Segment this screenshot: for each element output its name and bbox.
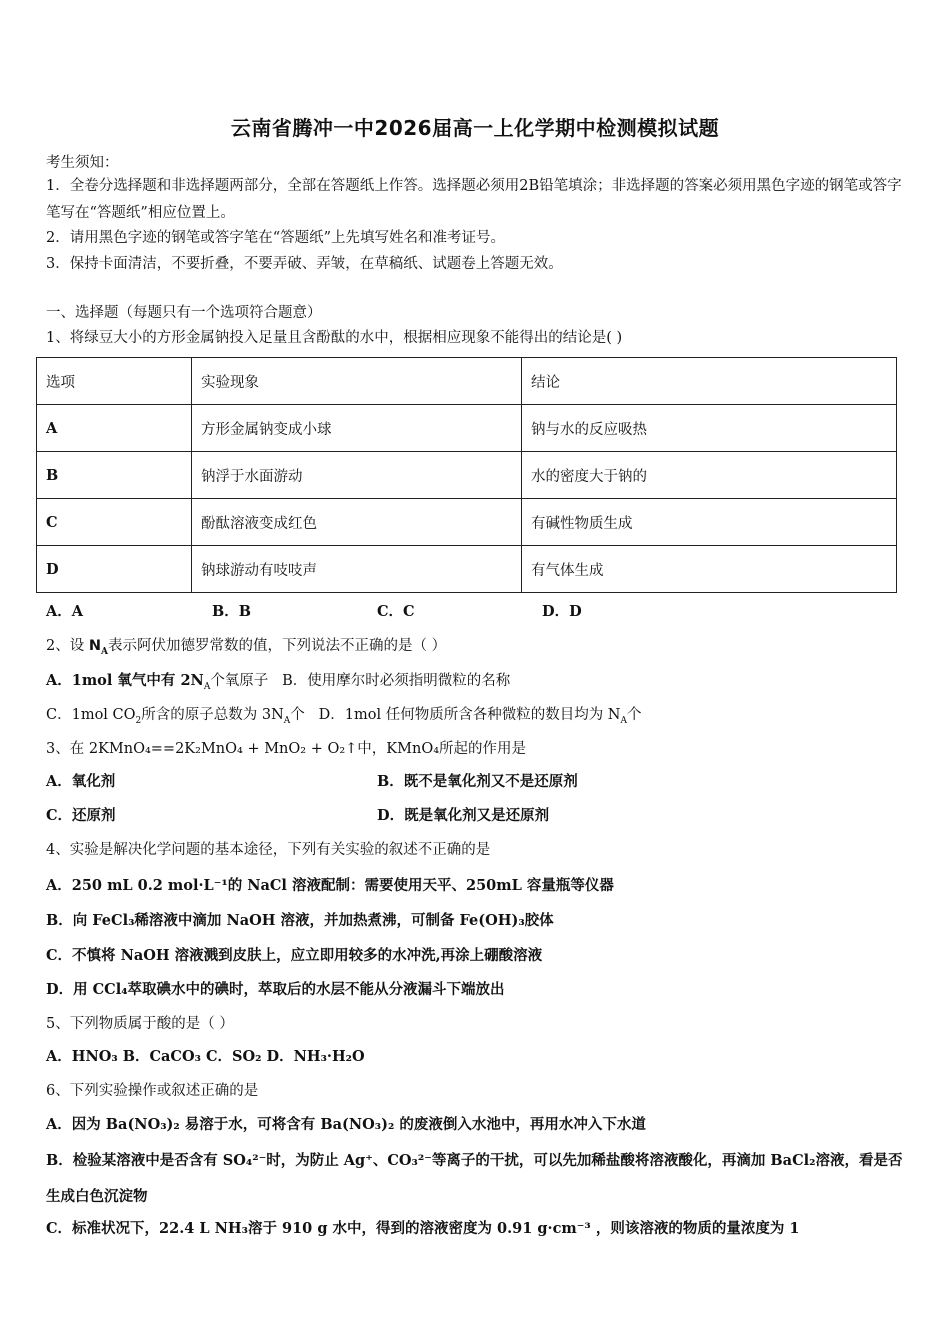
table-cell: B [37, 452, 192, 499]
q2-option-c-post: 所含的原子总数为 3N [141, 707, 284, 723]
notice-item-3: 3．保持卡面清洁，不要折叠，不要弄破、弄皱，在草稿纸、试题卷上答题无效。 [46, 256, 563, 272]
q1-option-d: D．D [542, 603, 582, 620]
q1-option-c: C．C [377, 603, 415, 620]
table-cell: D [37, 546, 192, 593]
table-cell: 水的密度大于钠的 [522, 452, 897, 499]
q2-na-symbol: N [88, 638, 101, 654]
q2-option-c-post2: 个 [290, 707, 305, 723]
notice-item-2: 2．请用黑色字迹的钢笔或答字笔在“答题纸”上先填写姓名和准考证号。 [46, 230, 506, 246]
q1-option-a: A．A [46, 603, 84, 620]
q1-stem: 1、将绿豆大小的方形金属钠投入足量且含酚酞的水中，根据相应现象不能得出的结论是( ) [46, 330, 623, 346]
table-header-cell: 结论 [522, 358, 897, 405]
q2-option-c-sub: 2 [135, 715, 142, 726]
table-cell: 钠球游动有吱吱声 [192, 546, 522, 593]
q2-stem-pre: 2、设 [46, 638, 89, 654]
q2-na-sub: A [100, 646, 108, 657]
table-cell: A [37, 405, 192, 452]
q1-option-b: B．B [212, 603, 252, 620]
table-cell: C [37, 499, 192, 546]
q4-option-b: B．向 FeCl₃稀溶液中滴加 NaOH 溶液，并加热煮沸，可制备 Fe(OH)₃胶体 [46, 912, 554, 929]
q6-option-b: B．检验某溶液中是否含有 SO₄²⁻时，为防止 Ag⁺、CO₃²⁻等离子的干扰，可以先加稀盐酸将溶液酸化，再滴加 BaCl₂溶液，看是否生成白色沉淀物 [46, 1152, 903, 1205]
q5-stem: 5、下列物质属于酸的是（ ） [46, 1016, 234, 1032]
table-header-cell: 选项 [37, 358, 192, 405]
q2-option-d-post: 个 [627, 707, 642, 723]
q4-option-c: C．不慎将 NaOH 溶液溅到皮肤上，应立即用较多的水冲洗,再涂上硼酸溶液 [46, 947, 543, 964]
q2-option-c-sub2: A [283, 715, 291, 726]
section-heading: 一、选择题（每题只有一个选项符合题意） [46, 305, 322, 321]
q2-option-d: D．1mol 任何物质所含各种微粒的数目均为 N [318, 707, 621, 723]
q2-option-b: B．使用摩尔时必须指明微粒的名称 [282, 673, 511, 689]
page-title: 云南省腾冲一中2026届高一上化学期中检测模拟试题 [230, 116, 720, 140]
q2-option-a-post: 个氧原子 [210, 673, 269, 689]
q3-stem: 3、在 2KMnO₄==2K₂MnO₄ + MnO₂ + O₂↑中，KMnO₄所起的作用是 [46, 741, 527, 757]
table-cell: 酚酞溶液变成红色 [192, 499, 522, 546]
q3-option-a: A．氧化剂 [46, 773, 116, 790]
q2-options-row-2 [46, 703, 642, 726]
q2-options-row-1 [46, 669, 510, 692]
table-row [37, 452, 897, 499]
q4-option-a: A．250 mL 0.2 mol·L⁻¹的 NaCl 溶液配制：需要使用天平、250mL 容量瓶等仪器 [46, 877, 614, 894]
q5-options: A．HNO₃ B．CaCO₃ C．SO₂ D．NH₃·H₂O [46, 1048, 365, 1065]
q6-option-c: C．标准状况下，22.4 L NH₃溶于 910 g 水中，得到的溶液密度为 0.91 g·cm⁻³ ，则该溶液的物质的量浓度为 1 [46, 1220, 800, 1237]
q2-option-d-sub: A [620, 715, 627, 726]
q2-stem-post: 表示阿伏加德罗常数的值，下列说法不正确的是（ ） [107, 638, 447, 654]
q6-stem: 6、下列实验操作或叙述正确的是 [46, 1083, 259, 1099]
q2-option-a-sub: A [203, 681, 211, 692]
q2-option-c: C．1mol CO [46, 707, 136, 723]
q4-option-d: D．用 CCl₄萃取碘水中的碘时，萃取后的水层不能从分液漏斗下端放出 [46, 981, 505, 998]
notice-heading: 考生须知： [46, 155, 119, 171]
table-cell: 钠与水的反应吸热 [522, 405, 897, 452]
table-cell: 有气体生成 [522, 546, 897, 593]
table-row [37, 499, 897, 546]
q1-table [36, 357, 897, 593]
table-row [37, 546, 897, 593]
table-cell: 有碱性物质生成 [522, 499, 897, 546]
table-cell: 钠浮于水面游动 [192, 452, 522, 499]
notice-item-1: 1．全卷分选择题和非选择题两部分，全部在答题纸上作答。选择题必须用2B铅笔填涂；非选择题的答案必须用黑色字迹的钢笔或答字笔写在“答题纸”相应位置上。 [46, 178, 902, 221]
table-header-cell: 实验现象 [192, 358, 522, 405]
q4-stem: 4、实验是解决化学问题的基本途径，下列有关实验的叙述不正确的是 [46, 842, 491, 858]
q6-option-a: A．因为 Ba(NO₃)₂ 易溶于水，可将含有 Ba(NO₃)₂ 的废液倒入水池中，再用水冲入下水道 [46, 1116, 646, 1133]
q2-option-a: A．1mol 氧气中有 2N [46, 672, 204, 689]
q3-option-c: C．还原剂 [46, 807, 116, 824]
q2-stem [46, 634, 446, 657]
table-header-row [37, 358, 897, 405]
table-row [37, 405, 897, 452]
q3-option-b: B．既不是氧化剂又不是还原剂 [377, 773, 578, 790]
table-cell: 方形金属钠变成小球 [192, 405, 522, 452]
q3-option-d: D．既是氧化剂又是还原剂 [377, 807, 550, 824]
